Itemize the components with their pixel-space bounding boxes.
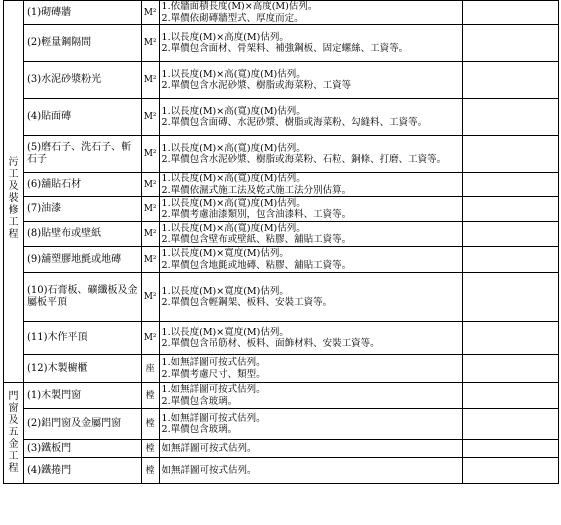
remarks-cell [463, 247, 559, 273]
item-name-cell: (9)舖塑膠地氈或地磚 [23, 247, 141, 273]
description-cell [159, 458, 463, 484]
table-row [4, 458, 559, 484]
unit-cell: M² [141, 136, 159, 173]
description-line: 2.單價依濕式施工法及乾式施工法分別估算。 [161, 184, 352, 196]
unit-cell: M² [141, 62, 159, 99]
description-cell [159, 409, 463, 440]
description-line: 1.如無詳圖可按式估列。 [161, 412, 266, 424]
category-cell [4, 1, 24, 383]
description-line: 2.單價包含玻璃。 [161, 424, 238, 435]
description-line: 1.以長度(M)×高(寬)度(M)估列。 [161, 197, 306, 209]
item-name-cell: (10)石膏板、礦纖板及金屬板平頂 [23, 273, 141, 322]
description-cell [159, 273, 463, 322]
unit-cell: M² [141, 322, 159, 355]
description-line: 2.單價包含水泥砂漿、樹脂或海菜粉、工資等 [161, 80, 352, 91]
remarks-cell [463, 136, 559, 173]
unit-cell: 樘 [141, 409, 159, 440]
description-line: 2.單價包含壁布或壁紙、粘膠、舖貼工資等。 [161, 234, 352, 245]
description-cell [159, 322, 463, 355]
item-name-cell: (4)鐵捲門 [23, 458, 141, 484]
table-row [4, 247, 559, 273]
description-cell [159, 1, 463, 25]
description-line: 2.單價包含面材、骨架料、補強鋼板、固定螺絲、工資等。 [161, 43, 409, 54]
estimation-table [3, 0, 559, 484]
description-line: 2.單價包含地氈或地磚、粘膠、舖貼工資等。 [161, 259, 352, 271]
description-line: 1.以長度(M)×高(寬)度(M)估列。 [161, 68, 306, 80]
remarks-cell [463, 99, 559, 136]
unit-cell: M² [141, 197, 159, 222]
description-cell [159, 197, 463, 222]
description-line: 1.以長度(M)×寬度(M)估列。 [161, 326, 289, 338]
item-name-cell: (2)鋁門窗及金屬門窗 [23, 409, 141, 440]
item-name-cell: (2)輕量鋼隔間 [23, 25, 141, 62]
item-name-cell: (11)木作平頂 [23, 322, 141, 355]
item-name-cell: (3)水泥砂漿粉光 [23, 62, 141, 99]
remarks-cell [463, 458, 559, 484]
table-row [4, 62, 559, 99]
description-line: 2.單價包含輕鋼架、板料、安裝工資等。 [161, 297, 333, 308]
description-cell [159, 136, 463, 173]
description-line: 1.以長度(M)×高(寬)度(M)估列。 [161, 105, 306, 117]
description-line: 1.如無詳圖可按式估列。 [161, 384, 266, 395]
table-row [4, 222, 559, 247]
remarks-cell [463, 409, 559, 440]
item-name-cell: (12)木製櫥櫃 [23, 355, 141, 383]
description-cell [159, 222, 463, 247]
description-line: 2.單價包含水泥砂漿、樹脂或海菜粉、石粒、銅條、打磨、工資等。 [161, 154, 447, 165]
remarks-cell [463, 273, 559, 322]
item-name-cell: (5)磨石子、洗石子、斬石子 [23, 136, 141, 173]
description-cell [159, 383, 463, 409]
description-line: 2.單價考慮尺寸、類型。 [161, 368, 266, 380]
table-body [4, 1, 559, 484]
remarks-cell [463, 197, 559, 222]
remarks-cell [463, 383, 559, 409]
table-row [4, 136, 559, 173]
unit-cell: M² [141, 273, 159, 322]
description-line: 2.單價包含吊筋材、板料、面飾材料、安裝工資等。 [161, 338, 380, 349]
description-line: 1.以長度(M)×高(寬)度(M)估列。 [161, 173, 306, 184]
remarks-cell [463, 1, 559, 25]
item-name-cell: (8)貼壁布或壁紙 [23, 222, 141, 247]
description-line: 1.如無詳圖可按式估列。 [161, 357, 266, 368]
description-line: 1.以長度(M)×高(寬)度(M)估列。 [161, 222, 306, 234]
unit-cell: 座 [141, 355, 159, 383]
description-line: 1.以長度(M)×寬度(M)估列。 [161, 285, 289, 297]
description-cell [159, 247, 463, 273]
table-row [4, 173, 559, 197]
unit-cell: 樘 [141, 458, 159, 484]
item-name-cell: (6)舖貼石材 [23, 173, 141, 197]
unit-cell: 樘 [141, 440, 159, 458]
table-row [4, 273, 559, 322]
item-name-cell: (7)油漆 [23, 197, 141, 222]
item-name-cell: (4)貼面磚 [23, 99, 141, 136]
unit-cell: 樘 [141, 383, 159, 409]
unit-cell: M² [141, 1, 159, 25]
remarks-cell [463, 25, 559, 62]
table-row [4, 197, 559, 222]
remarks-cell [463, 173, 559, 197]
unit-cell: M² [141, 25, 159, 62]
unit-cell: M² [141, 99, 159, 136]
unit-cell: M² [141, 173, 159, 197]
table-row [4, 322, 559, 355]
description-line: 如無詳圖可按式估列。 [161, 464, 257, 476]
description-line: 2.單價考慮油漆類別，包含油漆料、工資等。 [161, 209, 352, 220]
description-line: 1.以長度(M)×高(寬)度(M)估列。 [161, 142, 306, 154]
item-name-cell: (1)木製門窗 [23, 383, 141, 409]
description-line: 2.單價包含玻璃。 [161, 395, 238, 407]
unit-cell: M² [141, 222, 159, 247]
table-row [4, 1, 559, 25]
unit-cell: M² [141, 247, 159, 273]
description-cell [159, 25, 463, 62]
remarks-cell [463, 62, 559, 99]
item-name-cell: (1)砌磚牆 [23, 1, 141, 25]
table-row [4, 355, 559, 383]
item-name-cell: (3)鐵板門 [23, 440, 141, 458]
remarks-cell [463, 222, 559, 247]
remarks-cell [463, 322, 559, 355]
description-line: 2.單價依砌磚牆型式、厚度而定。 [161, 12, 304, 24]
description-cell [159, 440, 463, 458]
description-line: 1.以長度(M)×高度(M)估列。 [161, 31, 289, 43]
description-line: 1.以長度(M)×寬度(M)估列。 [161, 248, 289, 259]
table-row [4, 25, 559, 62]
category-label: 門窗及五金工程 [8, 391, 19, 474]
remarks-cell [463, 355, 559, 383]
description-cell [159, 62, 463, 99]
remarks-cell [463, 440, 559, 458]
table-row [4, 409, 559, 440]
table-row [4, 99, 559, 136]
description-line: 1.依牆面積長度(M)×高度(M)估列。 [161, 1, 318, 12]
category-label: 污工及裝修工程 [8, 157, 19, 240]
category-cell [4, 383, 24, 484]
table-row [4, 383, 559, 409]
description-cell [159, 99, 463, 136]
table-row [4, 440, 559, 458]
description-line: 2.單價包含面磚、水泥砂漿、樹脂或海菜粉、勾縫料、工資等。 [161, 117, 428, 128]
description-cell [159, 355, 463, 383]
description-cell [159, 173, 463, 197]
description-line: 如無詳圖可按式估列。 [161, 442, 257, 454]
